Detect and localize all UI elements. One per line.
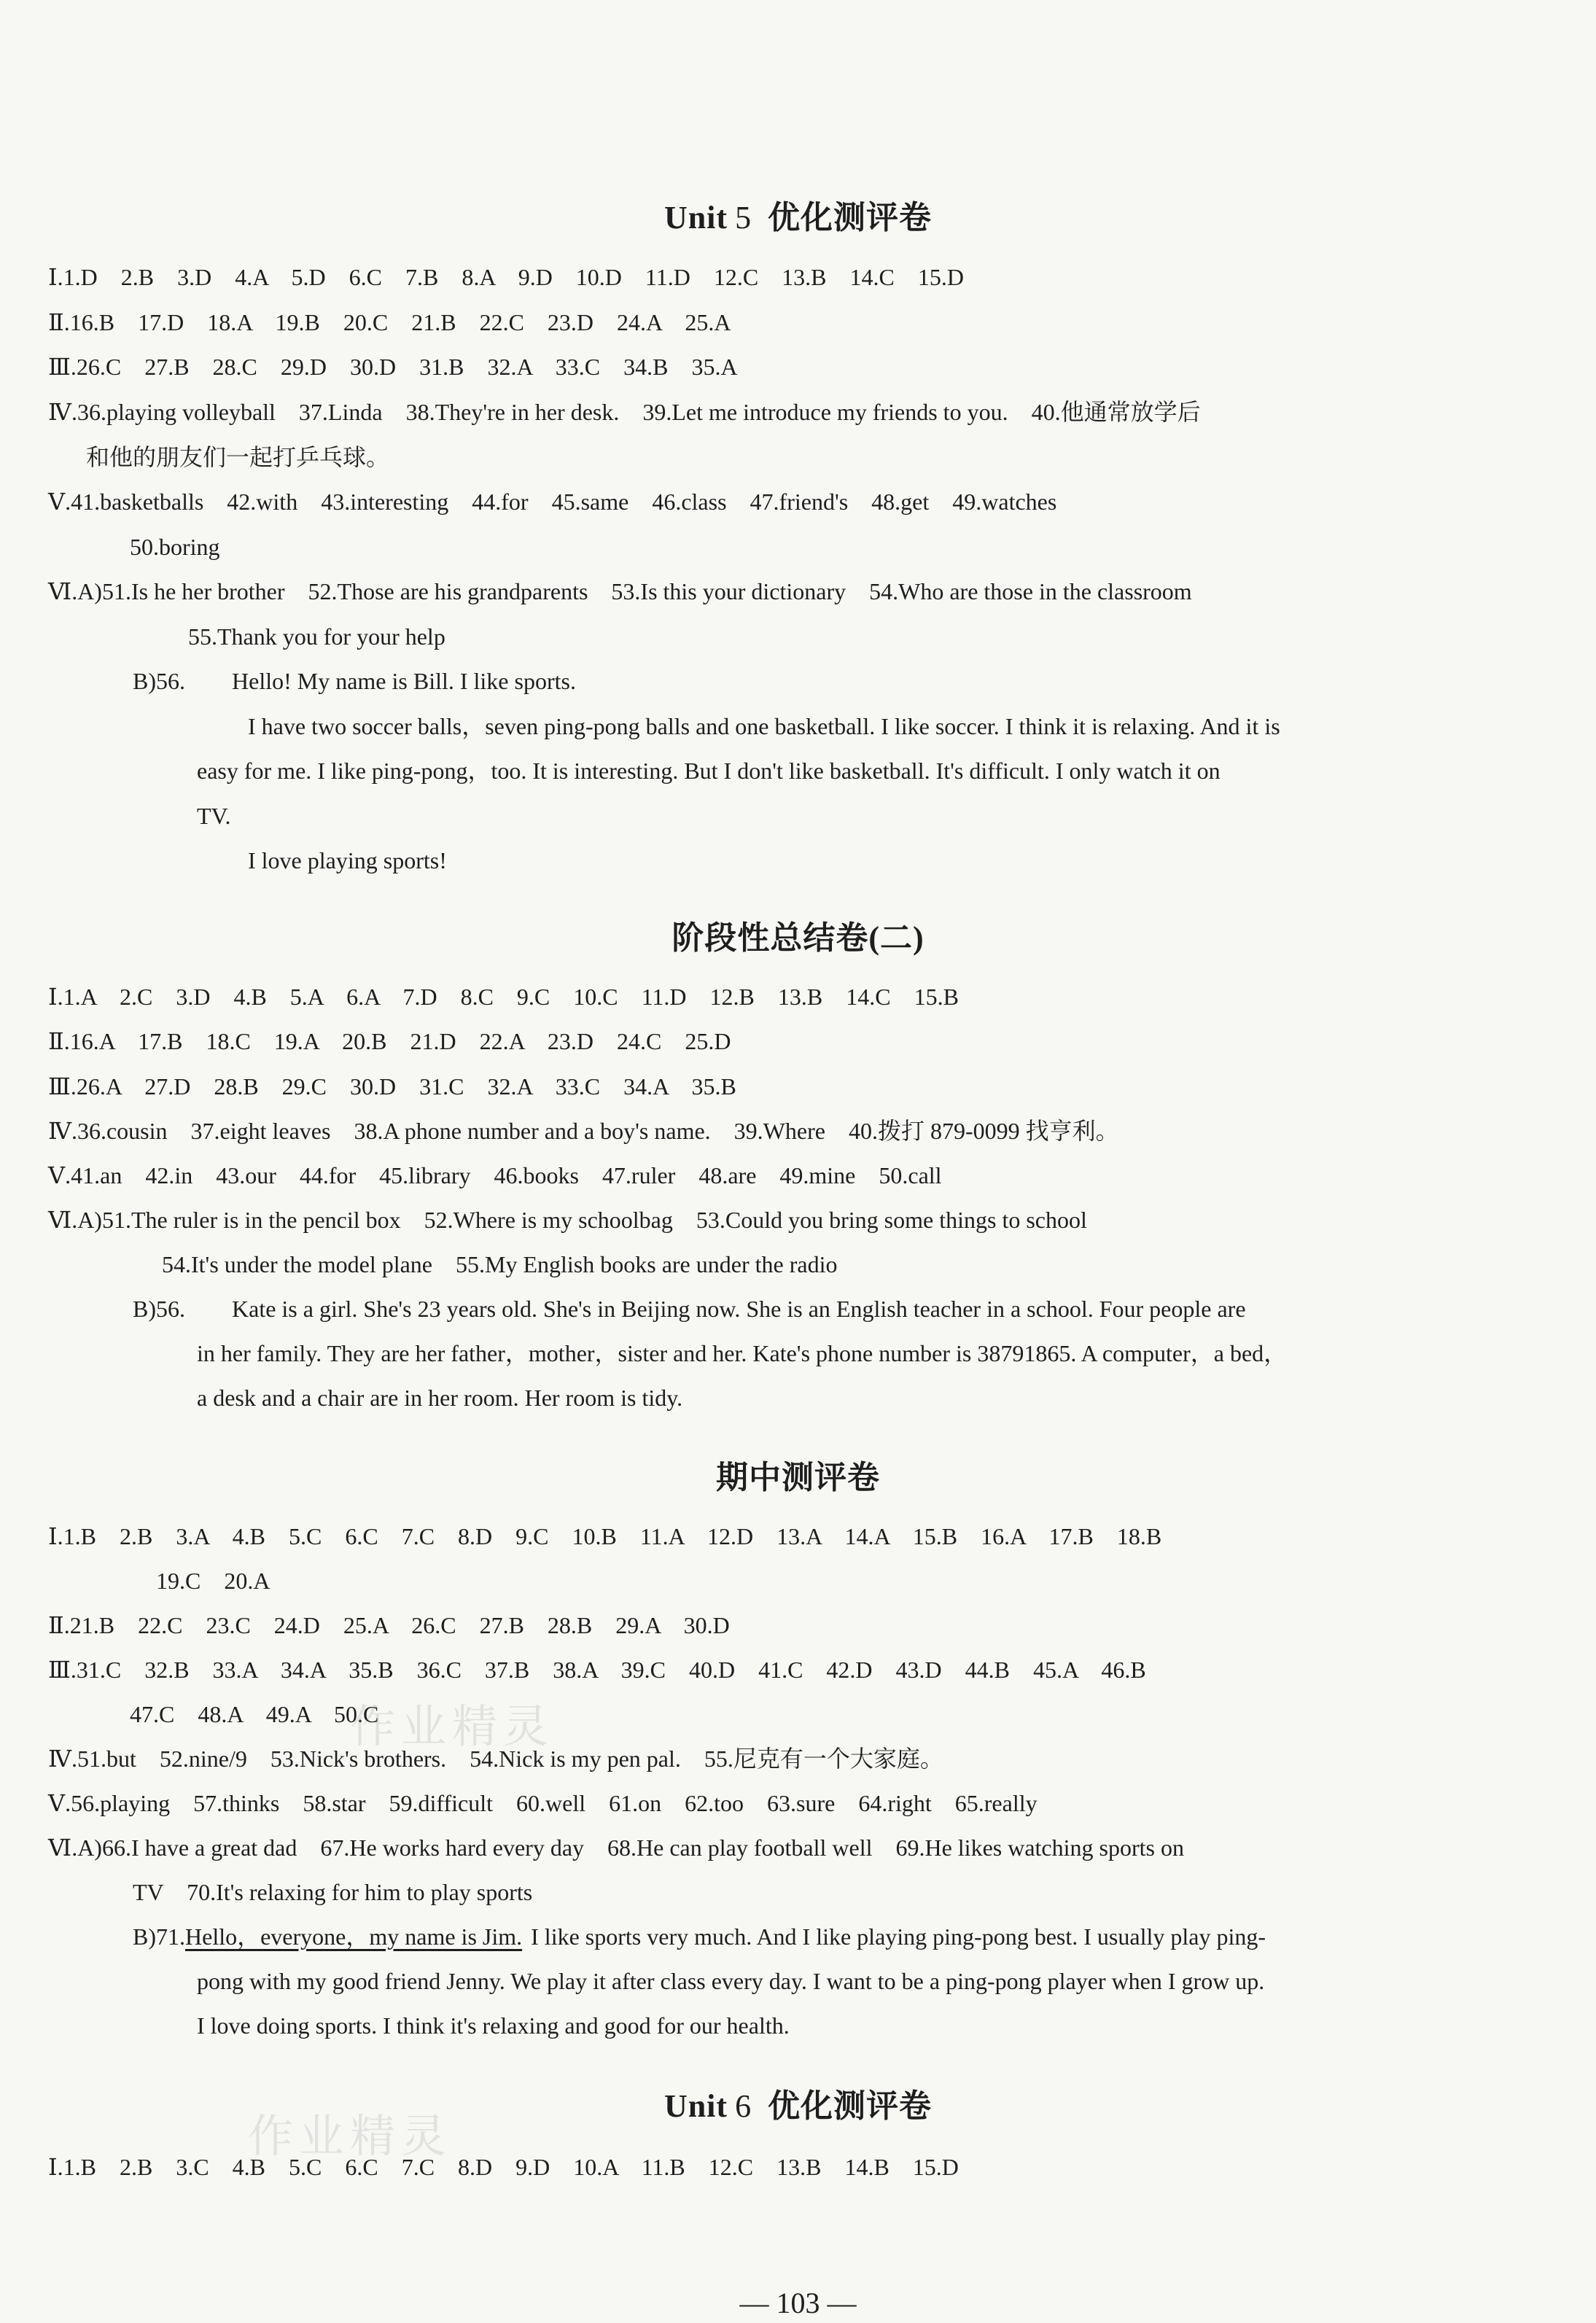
page-number: — 103 — xyxy=(739,2287,857,2319)
answer-line: Ⅰ.1.D 2.B 3.D 4.A 5.D 6.C 7.B 8.A 9.D 10.D 11.D 12.C 13.B 14.C 15.D xyxy=(48,264,964,290)
essay-line: B)56. Kate is a girl. She's 23 years old. She's in Beijing now. She is an English teacher in a school. Four people are xyxy=(133,1296,1246,1322)
answer-line: Ⅱ.16.A 17.B 18.C 19.A 20.B 21.D 22.A 23.D 24.C 25.D xyxy=(48,1028,731,1054)
title-text: 优化测评卷 xyxy=(768,2088,933,2124)
answer-line: Ⅲ.26.A 27.D 28.B 29.C 30.D 31.C 32.A 33.C 34.A 35.B xyxy=(48,1073,736,1100)
answer-line: 和他的朋友们一起打乒乓球。 xyxy=(86,444,390,470)
answer-line: Ⅵ.A)66.I have a great dad 67.He works hard every day 68.He can play football well 69.He likes watching sports on xyxy=(48,1834,1184,1861)
answer-line: Ⅵ.A)51.Is he her brother 52.Those are his grandparents 53.Is this your dictionary 54.Who are those in the classroom xyxy=(48,578,1192,604)
answer-line: Ⅳ.36.playing volleyball 37.Linda 38.They're in her desk. 39.Let me introduce my friends to you. 40.他通常放学后 xyxy=(48,399,1201,425)
essay-line: TV. xyxy=(197,803,231,829)
watermark: 作业精灵 xyxy=(350,1700,555,1753)
section-title-summary2: 阶段性总结卷(二) xyxy=(672,920,924,956)
answer-line: 55.Thank you for your help xyxy=(188,623,445,650)
answer-line: Ⅲ.31.C 32.B 33.A 34.A 35.B 36.C 37.B 38.A 39.C 40.D 41.C 42.D 43.D 44.B 45.A 46.B xyxy=(48,1657,1146,1683)
answer-line: Ⅳ.36.cousin 37.eight leaves 38.A phone number and a boy's name. 39.Where 40.拨打 879-0099 找亨利。 xyxy=(48,1118,1119,1144)
answer-line: Ⅴ.41.an 42.in 43.our 44.for 45.library 46.books 47.ruler 48.are 49.mine 50.call xyxy=(48,1162,942,1188)
essay-line: pong with my good friend Jenny. We play it after class every day. I want to be a ping-pong player when I grow up. xyxy=(197,1968,1265,1994)
watermark: 作业精灵 xyxy=(248,2109,453,2163)
answer-line: 19.C 20.A xyxy=(156,1568,270,1594)
answer-line: Ⅵ.A)51.The ruler is in the pencil box 52.Where is my schoolbag 53.Could you bring some things to school xyxy=(48,1207,1087,1233)
answer-line: Ⅱ.16.B 17.D 18.A 19.B 20.C 21.B 22.C 23.D 24.A 25.A xyxy=(48,309,731,335)
title-prefix: Unit xyxy=(663,200,728,236)
answer-line: 54.It's under the model plane 55.My English books are under the radio xyxy=(162,1251,838,1277)
underlined-sentence: Hello，everyone，my name is Jim. xyxy=(185,1923,523,1950)
answer-line: Ⅰ.1.B 2.B 3.A 4.B 5.C 6.C 7.C 8.D 9.C 10.B 11.A 12.D 13.A 14.A 15.B 16.A 17.B 18.B xyxy=(48,1523,1162,1549)
answer-line: 47.C 48.A 49.A 50.C xyxy=(130,1701,379,1727)
answer-line: TV 70.It's relaxing for him to play sports xyxy=(133,1879,533,1905)
answer-line: Ⅲ.26.C 27.B 28.C 29.D 30.D 31.B 32.A 33.C 34.B 35.A xyxy=(48,354,738,380)
answer-line: Ⅳ.51.but 52.nine/9 53.Nick's brothers. 54.Nick is my pen pal. 55.尼克有一个大家庭。 xyxy=(48,1746,943,1772)
answer-line: Ⅱ.21.B 22.C 23.C 24.D 25.A 26.C 27.B 28.B 29.A 30.D xyxy=(48,1612,730,1638)
essay-label: B)71. xyxy=(133,1923,185,1950)
title-number: 6 xyxy=(735,2088,752,2124)
essay-line: I have two soccer balls，seven ping-pong balls and one basketball. I like soccer. I think it is relaxing. And it is xyxy=(248,713,1280,739)
essay-line xyxy=(133,1922,1266,1951)
essay-line: I love playing sports! xyxy=(248,847,447,873)
title-prefix: Unit xyxy=(663,2088,728,2124)
essay-line: I love doing sports. I think it's relaxing and good for our health. xyxy=(197,2012,790,2039)
answer-line: 50.boring xyxy=(130,534,220,560)
essay-line: in her family. They are her father，mother，sister and her. Kate's phone number is 38791865. A computer，a bed， xyxy=(197,1340,1288,1366)
title-text: 优化测评卷 xyxy=(768,200,933,236)
answer-line: Ⅴ.56.playing 57.thinks 58.star 59.difficult 60.well 61.on 62.too 63.sure 64.right 65.really xyxy=(48,1790,1038,1816)
section-title-unit6 xyxy=(0,2079,1596,2126)
section-title-unit5 xyxy=(0,191,1596,238)
section-title-midterm: 期中测评卷 xyxy=(716,1460,880,1495)
answer-line: Ⅰ.1.B 2.B 3.C 4.B 5.C 6.C 7.C 8.D 9.D 10.A 11.B 12.C 13.B 14.B 15.D xyxy=(48,2154,959,2180)
essay-line: a desk and a chair are in her room. Her room is tidy. xyxy=(197,1385,683,1411)
answer-line: Ⅰ.1.A 2.C 3.D 4.B 5.A 6.A 7.D 8.C 9.C 10.C 11.D 12.B 13.B 14.C 15.B xyxy=(48,984,959,1010)
essay-line: easy for me. I like ping-pong，too. It is interesting. But I don't like basketball. It's difficult. I only watch it on xyxy=(197,758,1221,784)
answer-line: Ⅴ.41.basketballs 42.with 43.interesting 44.for 45.same 46.class 47.friend's 48.get 49.watches xyxy=(48,489,1057,515)
essay-text: I like sports very much. And I like playing ping-pong best. I usually play ping- xyxy=(531,1923,1266,1950)
answer-line: B)56. Hello! My name is Bill. I like sports. xyxy=(133,668,576,694)
title-number: 5 xyxy=(735,200,752,236)
